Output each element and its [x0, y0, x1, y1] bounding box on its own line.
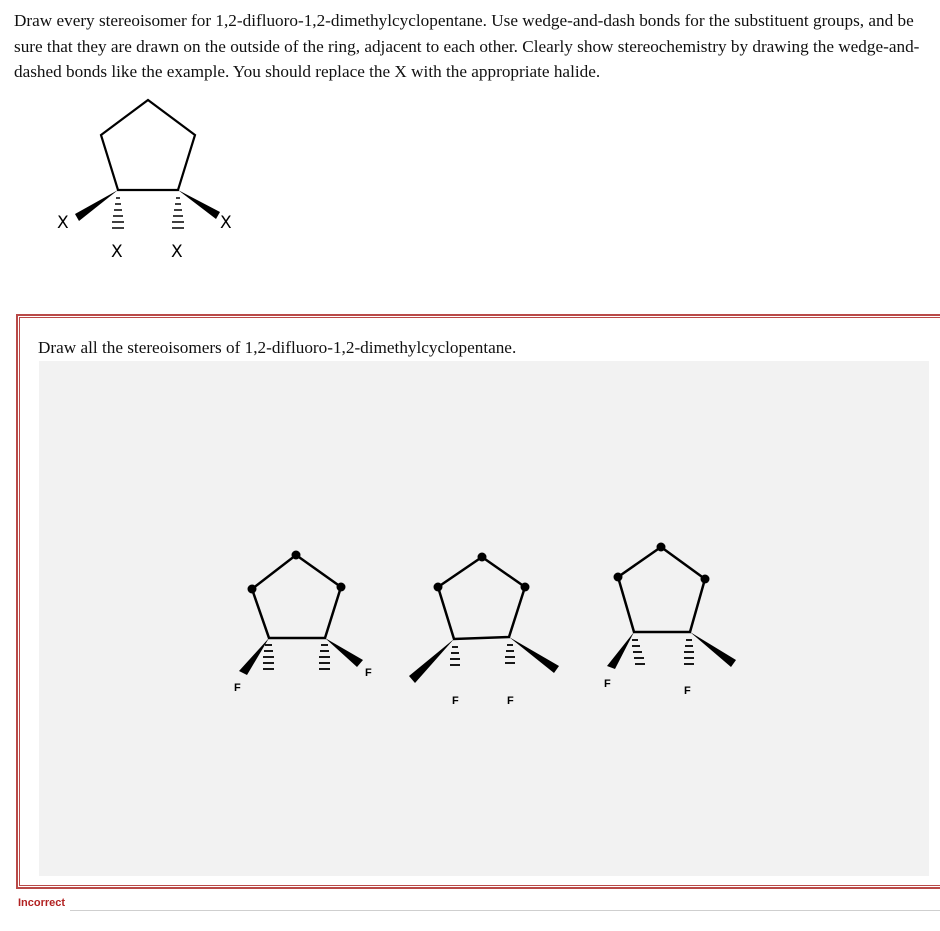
stereoisomer-3[interactable] [604, 543, 736, 698]
stereoisomer-1[interactable] [234, 551, 372, 695]
fluorine-label: F [234, 682, 241, 694]
example-structure [0, 90, 300, 270]
drawing-canvas[interactable] [39, 361, 929, 876]
example-dash-left [112, 198, 124, 228]
example-label-right: X [220, 213, 232, 233]
fluorine-label: F [684, 685, 691, 697]
example-ring [101, 100, 195, 190]
drawn-structures [39, 361, 929, 876]
fluorine-label: F [365, 667, 372, 679]
fluorine-label: F [452, 695, 459, 707]
example-wedge-left [75, 190, 118, 221]
example-label-left: X [57, 213, 69, 233]
answer-inner-border [19, 317, 940, 886]
question-instructions: Draw every stereoisomer for 1,2-difluoro-1,2-dimethylcyclopentane. Use wedge-and-dash bonds for the substituent groups, and be sure that they are drawn on the outside of the ring, adjacent to each other. Clearly show stereochemistry by drawing the wedge-and-dashed bonds like the example. You should replace the X with the appropriate halide. [14, 11, 920, 81]
status-incorrect: Incorrect [18, 897, 66, 909]
example-label-right-down: X [171, 242, 183, 262]
fluorine-label: F [507, 695, 514, 707]
example-wedge-right [178, 190, 220, 219]
example-label-left-down: X [111, 242, 123, 262]
answer-box [16, 314, 940, 889]
fluorine-label: F [604, 678, 611, 690]
answer-prompt: Draw all the stereoisomers of 1,2-difluoro-1,2-dimethylcyclopentane. [38, 338, 517, 357]
stereoisomer-2[interactable] [409, 553, 559, 708]
example-dash-right [172, 198, 184, 228]
status-divider [70, 910, 940, 911]
